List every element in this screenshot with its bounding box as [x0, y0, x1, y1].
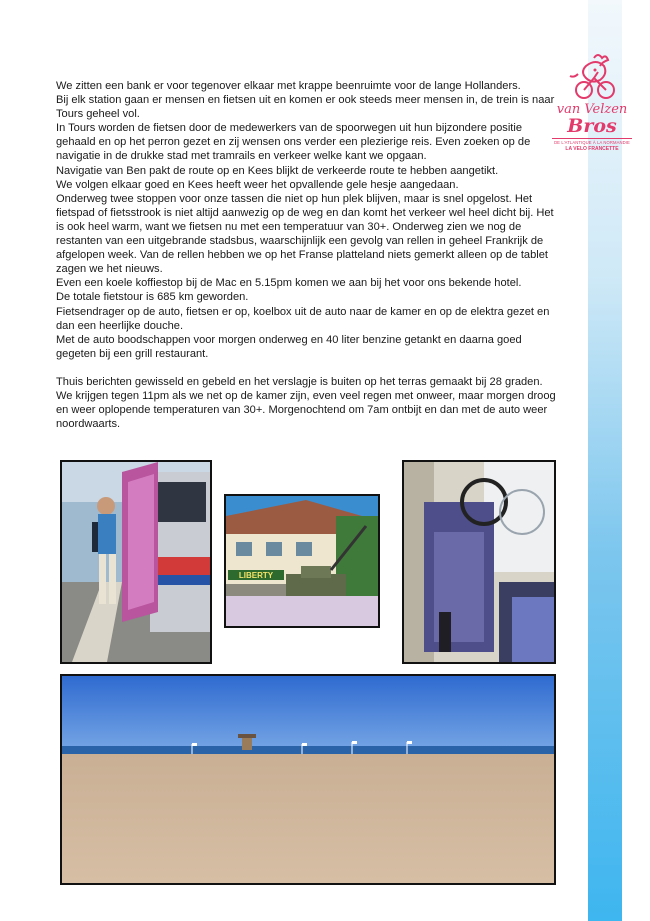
beach-image: [62, 676, 554, 883]
paragraph: Met de auto boodschappen voor morgen onderweg en 40 liter benzine getankt en daarna goed gegeten bij een grill restaurant.: [56, 333, 522, 360]
paragraph: Onderweg twee stoppen voor onze tassen die niet op hun plek blijven, maar is snel opgelost. Het fietspad of fietsstrook is niet altijd aanwezig op de weg en dan komt het verkeer wel heel dicht bij. Het is ook heel warm, want we fietsen nu met een temperatuur van 30+. Onderweg zien we nog de restanten van een uitgebrande stadsbus, waarschijnlijk een gevolg van rellen in geheel Frankrijk de afgelopen week. Van de rellen hebben we op het Franse platteland niets gemerkt alleen op de tablet zagen we het nieuws.: [56, 192, 554, 276]
bikes-in-train-image: [404, 462, 554, 662]
paragraph: We zitten een bank er voor tegenover elkaar met krappe beenruimte voor de lange Hollanders.: [56, 80, 521, 92]
photo-beach: [60, 674, 556, 885]
paragraph: We krijgen tegen 11pm als we net op de kamer zijn, even veel regen met onweer, maar morgen droog en weer oplopende temperaturen van 30+. Morgenochtend om 7am ontbijt en dan met de auto weer noordwaarts.: [56, 389, 556, 431]
paragraph: Bij elk station gaan er mensen en fietsen uit en komen er ook steeds meer mensen in, de trein is naar Tours geheel vol.: [56, 94, 555, 121]
report-text: [56, 79, 556, 431]
logo-tagline: DE L'ATLANTIQUE À LA NORMANDIE: [552, 138, 632, 145]
logo-route: LA VELO FRANCETTE: [565, 146, 619, 152]
paragraph: Navigatie van Ben pakt de route op en Kees blijkt de verkeerde route te hebben aangetikt.: [56, 164, 499, 177]
paragraph: Fietsendrager op de auto, fietsen er op, koelbox uit de auto naar de kamer en op de elektra gezet en dan een heerlijke douche.: [56, 305, 550, 332]
paragraph: Even een koele koffiestop bij de Mac en 5.15pm komen we aan bij het voor ons bekende hotel.: [56, 277, 522, 290]
logo-line-1: van Velzen: [556, 102, 628, 117]
photo-bikes-in-train: [402, 460, 556, 664]
train-platform-image: [62, 462, 210, 662]
photo-train-platform: [60, 460, 212, 664]
logo-line-2: Bros: [567, 115, 617, 137]
paragraph: We volgen elkaar goed en Kees heeft weer het opvallende gele hesje aangedaan.: [56, 178, 459, 191]
brand-logo: [552, 52, 632, 172]
hotel-tank-image: [226, 496, 378, 626]
photo-hotel-tank: [224, 494, 380, 628]
paragraph: In Tours worden de fietsen door de medewerkers van de spoorwegen uit hun bijzondere positie gehaald en op het perron gezet en zij wensen ons verder een plezierige reis. Even zoeken op de navigatie in de drukke stad met tramrails en verkeer welke kant we opgaan.: [56, 122, 531, 163]
hotel-sign-text: LIBERTY: [238, 571, 274, 580]
paragraph: Thuis berichten gewisseld en gebeld en het verslagje is buiten op het terras gemaakt bij 28 graden.: [56, 375, 543, 388]
rooster-bicycle-icon: [564, 52, 620, 102]
paragraph: De totale fietstour is 685 km geworden.: [56, 291, 249, 304]
